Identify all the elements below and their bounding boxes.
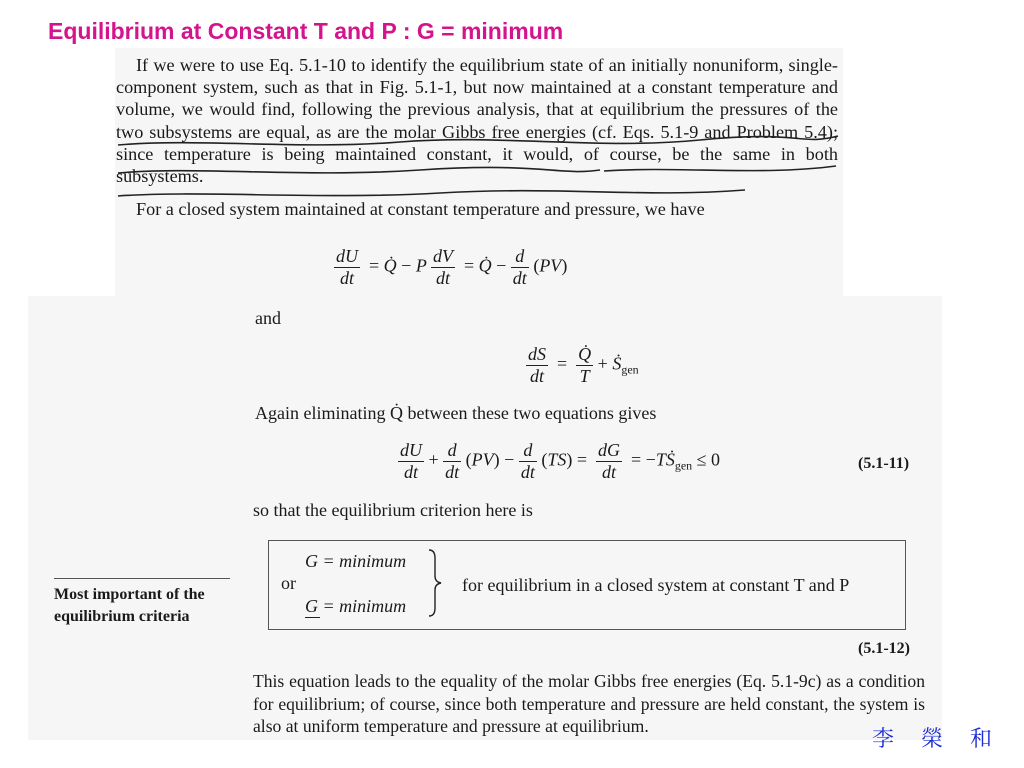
underline-mark bbox=[305, 617, 320, 618]
page-title: Equilibrium at Constant T and P : G = minimum bbox=[48, 18, 564, 44]
brace-icon bbox=[425, 548, 445, 618]
paragraph-closed-system: For a closed system maintained at constant temperature and pressure, we have bbox=[136, 199, 705, 219]
author-signature: 李 榮 和 bbox=[872, 727, 1002, 752]
paragraph-top: If we were to use Eq. 5.1-10 to identify the equilibrium state of an initially nonuniform, single-component system, such as that in Fig. 5.1-1, but now maintained at a constant temperature and volume, we would find, following the previous analysis, that at equilibrium the pressures of the two subsystems are equal, as are the molar Gibbs free energies (cf. Eqs. 5.1-9 and Problem 5.4); since temperature is being maintained constant, it would, of course, be the same in both subsystems. bbox=[116, 55, 838, 187]
paragraph-bottom: This equation leads to the equality of the molar Gibbs free energies (Eq. 5.1-9c) as a condition for equilibrium; of course, since both temperature and pressure are held constant, the system is also at uniform temperature and pressure at equilibrium. bbox=[253, 671, 925, 736]
criterion-or: or bbox=[281, 573, 296, 593]
equation-number-5-1-12: (5.1-12) bbox=[858, 640, 910, 657]
again-text: Again eliminating Q̇ between these two equations gives bbox=[255, 403, 657, 423]
criterion-line-2: G = minimum bbox=[305, 596, 407, 616]
criterion-line-1: G = minimum bbox=[305, 551, 407, 571]
so-text: so that the equilibrium criterion here is bbox=[253, 500, 533, 520]
side-note: Most important of the equilibrium criteria bbox=[54, 586, 205, 625]
equation-energy-balance: $\frac{dU}{dt}$ = Q̇ − P $\frac{dV}{dt}$ = Q̇ − $\frac{d}{dt}$ (PV) bbox=[336, 246, 568, 288]
equation-number-5-1-11: (5.1-11) bbox=[858, 455, 910, 472]
equation-gibbs-inequality: $\frac{dU}{dt}$ + $\frac{d}{dt}$ (PV) − $\frac{d}{dt}$ (TS) = $\frac{dG}{dt}$ = $-TṠ_{gen} \le 0$ bbox=[400, 440, 721, 482]
criterion-condition: for equilibrium in a closed system at constant T and P bbox=[462, 575, 850, 595]
equation-entropy-balance: $\frac{dS}{dt}$ = $\frac{Q̇}{T}$ + $Ṡ_{gen}$ bbox=[528, 344, 639, 386]
and-text: and bbox=[255, 308, 281, 328]
side-note-rule bbox=[54, 578, 230, 579]
